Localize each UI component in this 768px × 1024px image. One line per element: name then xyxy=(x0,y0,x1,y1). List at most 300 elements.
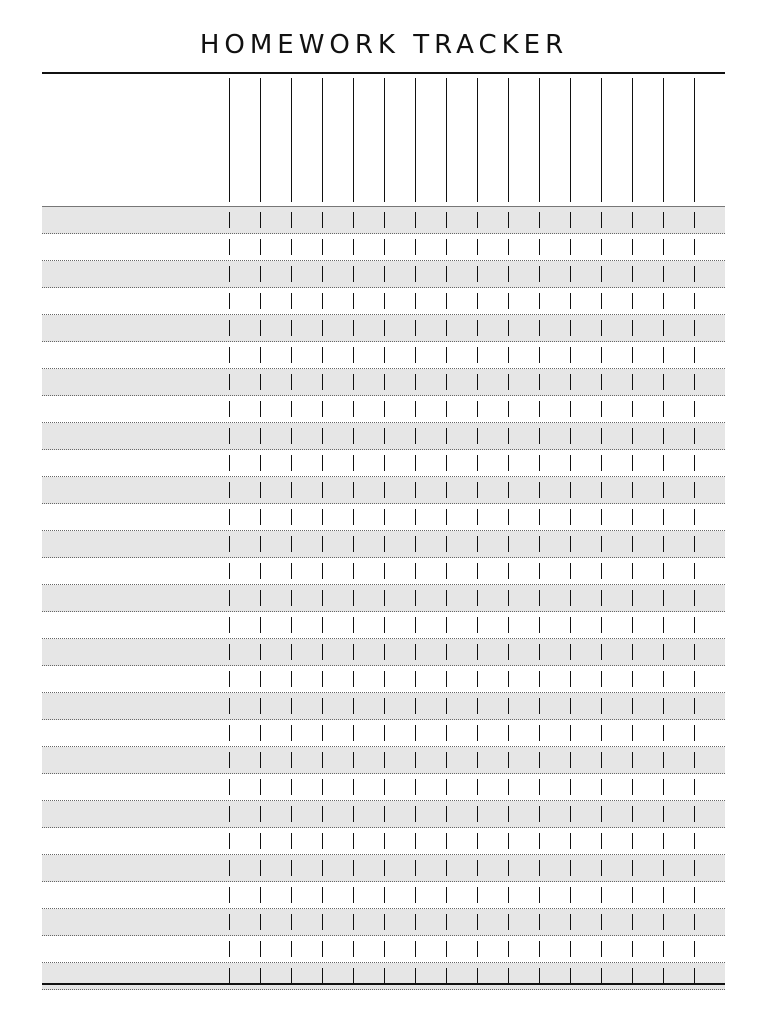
cell-divider xyxy=(570,374,571,390)
cell-divider xyxy=(415,509,416,525)
cell-divider xyxy=(570,536,571,552)
cell-divider xyxy=(694,482,695,498)
cell-divider xyxy=(601,725,602,741)
cell-divider xyxy=(508,860,509,876)
cell-divider xyxy=(539,293,540,309)
cell-divider xyxy=(508,455,509,471)
cell-divider xyxy=(539,617,540,633)
tracker-row[interactable] xyxy=(42,963,725,990)
tracker-row[interactable] xyxy=(42,639,725,666)
cell-divider xyxy=(601,428,602,444)
cell-divider xyxy=(415,617,416,633)
cell-divider xyxy=(663,617,664,633)
tracker-row[interactable] xyxy=(42,828,725,855)
cell-divider xyxy=(353,320,354,336)
cell-divider xyxy=(601,266,602,282)
tracker-row[interactable] xyxy=(42,234,725,261)
cell-divider xyxy=(632,617,633,633)
cell-divider xyxy=(477,644,478,660)
cell-divider xyxy=(260,482,261,498)
column-header-line xyxy=(477,78,478,202)
cell-divider xyxy=(322,887,323,903)
cell-divider xyxy=(694,860,695,876)
cell-divider xyxy=(601,509,602,525)
cell-divider xyxy=(663,779,664,795)
cell-divider xyxy=(415,374,416,390)
cell-divider xyxy=(663,752,664,768)
cell-divider xyxy=(229,374,230,390)
cell-divider xyxy=(477,401,478,417)
cell-divider xyxy=(539,482,540,498)
cell-divider xyxy=(570,860,571,876)
cell-divider xyxy=(508,482,509,498)
cell-divider xyxy=(477,779,478,795)
cell-divider xyxy=(229,320,230,336)
tracker-row[interactable] xyxy=(42,747,725,774)
cell-divider xyxy=(446,536,447,552)
cell-divider xyxy=(353,347,354,363)
cell-divider xyxy=(384,347,385,363)
tracker-row[interactable] xyxy=(42,531,725,558)
cell-divider xyxy=(663,941,664,957)
cell-divider xyxy=(663,374,664,390)
cell-divider xyxy=(694,806,695,822)
cell-divider xyxy=(415,671,416,687)
cell-divider xyxy=(570,617,571,633)
tracker-row[interactable] xyxy=(42,882,725,909)
cell-divider xyxy=(694,752,695,768)
cell-divider xyxy=(415,320,416,336)
cell-divider xyxy=(322,347,323,363)
column-header-line xyxy=(322,78,323,202)
cell-divider xyxy=(322,590,323,606)
cell-divider xyxy=(446,698,447,714)
cell-divider xyxy=(694,671,695,687)
tracker-row[interactable] xyxy=(42,396,725,423)
cell-divider xyxy=(415,293,416,309)
cell-divider xyxy=(632,779,633,795)
cell-divider xyxy=(353,455,354,471)
tracker-row[interactable] xyxy=(42,288,725,315)
cell-divider xyxy=(353,293,354,309)
cell-divider xyxy=(229,644,230,660)
cell-divider xyxy=(291,374,292,390)
cell-divider xyxy=(632,914,633,930)
cell-divider xyxy=(384,806,385,822)
cell-divider xyxy=(384,752,385,768)
cell-divider xyxy=(632,347,633,363)
cell-divider xyxy=(477,860,478,876)
cell-divider xyxy=(663,536,664,552)
cell-divider xyxy=(663,590,664,606)
cell-divider xyxy=(508,536,509,552)
cell-divider xyxy=(322,536,323,552)
tracker-row[interactable] xyxy=(42,855,725,882)
cell-divider xyxy=(477,428,478,444)
cell-divider xyxy=(229,293,230,309)
cell-divider xyxy=(446,401,447,417)
cell-divider xyxy=(415,212,416,228)
cell-divider xyxy=(694,293,695,309)
cell-divider xyxy=(477,212,478,228)
cell-divider xyxy=(322,212,323,228)
tracker-row[interactable] xyxy=(42,315,725,342)
cell-divider xyxy=(570,914,571,930)
cell-divider xyxy=(508,833,509,849)
cell-divider xyxy=(601,239,602,255)
cell-divider xyxy=(477,266,478,282)
cell-divider xyxy=(663,833,664,849)
cell-divider xyxy=(260,887,261,903)
cell-divider xyxy=(322,482,323,498)
cell-divider xyxy=(601,536,602,552)
cell-divider xyxy=(322,239,323,255)
cell-divider xyxy=(663,968,664,984)
cell-divider xyxy=(694,563,695,579)
cell-divider xyxy=(446,293,447,309)
cell-divider xyxy=(570,752,571,768)
cell-divider xyxy=(322,941,323,957)
cell-divider xyxy=(260,833,261,849)
cell-divider xyxy=(446,239,447,255)
cell-divider xyxy=(663,914,664,930)
cell-divider xyxy=(322,563,323,579)
cell-divider xyxy=(229,779,230,795)
cell-divider xyxy=(477,968,478,984)
cell-divider xyxy=(477,725,478,741)
cell-divider xyxy=(632,428,633,444)
cell-divider xyxy=(260,941,261,957)
cell-divider xyxy=(260,968,261,984)
cell-divider xyxy=(632,482,633,498)
cell-divider xyxy=(229,833,230,849)
cell-divider xyxy=(570,563,571,579)
cell-divider xyxy=(229,428,230,444)
cell-divider xyxy=(229,347,230,363)
cell-divider xyxy=(260,401,261,417)
column-header-line xyxy=(415,78,416,202)
cell-divider xyxy=(570,887,571,903)
cell-divider xyxy=(353,266,354,282)
cell-divider xyxy=(291,941,292,957)
cell-divider xyxy=(260,563,261,579)
cell-divider xyxy=(384,779,385,795)
cell-divider xyxy=(477,887,478,903)
cell-divider xyxy=(353,779,354,795)
cell-divider xyxy=(477,239,478,255)
cell-divider xyxy=(229,401,230,417)
page-title: HOMEWORK TRACKER xyxy=(199,30,569,60)
cell-divider xyxy=(601,671,602,687)
cell-divider xyxy=(229,455,230,471)
column-header-line xyxy=(384,78,385,202)
cell-divider xyxy=(260,860,261,876)
cell-divider xyxy=(229,806,230,822)
cell-divider xyxy=(229,266,230,282)
cell-divider xyxy=(229,941,230,957)
cell-divider xyxy=(663,455,664,471)
tracker-row[interactable] xyxy=(42,207,725,234)
column-header-line xyxy=(446,78,447,202)
cell-divider xyxy=(601,887,602,903)
cell-divider xyxy=(663,644,664,660)
cell-divider xyxy=(477,455,478,471)
cell-divider xyxy=(353,509,354,525)
cell-divider xyxy=(508,401,509,417)
cell-divider xyxy=(322,401,323,417)
cell-divider xyxy=(322,752,323,768)
cell-divider xyxy=(291,752,292,768)
cell-divider xyxy=(539,320,540,336)
cell-divider xyxy=(322,860,323,876)
cell-divider xyxy=(601,752,602,768)
cell-divider xyxy=(694,509,695,525)
tracker-row[interactable] xyxy=(42,342,725,369)
cell-divider xyxy=(570,644,571,660)
cell-divider xyxy=(508,293,509,309)
cell-divider xyxy=(694,266,695,282)
cell-divider xyxy=(446,347,447,363)
cell-divider xyxy=(446,428,447,444)
cell-divider xyxy=(291,536,292,552)
cell-divider xyxy=(446,482,447,498)
cell-divider xyxy=(322,833,323,849)
cell-divider xyxy=(601,320,602,336)
cell-divider xyxy=(384,617,385,633)
cell-divider xyxy=(260,779,261,795)
cell-divider xyxy=(415,806,416,822)
cell-divider xyxy=(477,752,478,768)
cell-divider xyxy=(384,266,385,282)
cell-divider xyxy=(446,752,447,768)
cell-divider xyxy=(229,968,230,984)
cell-divider xyxy=(415,536,416,552)
cell-divider xyxy=(570,941,571,957)
cell-divider xyxy=(291,779,292,795)
tracker-row[interactable] xyxy=(42,423,725,450)
cell-divider xyxy=(446,455,447,471)
cell-divider xyxy=(601,644,602,660)
cell-divider xyxy=(353,806,354,822)
cell-divider xyxy=(539,590,540,606)
cell-divider xyxy=(353,482,354,498)
cell-divider xyxy=(229,239,230,255)
cell-divider xyxy=(415,239,416,255)
cell-divider xyxy=(260,266,261,282)
cell-divider xyxy=(415,725,416,741)
cell-divider xyxy=(384,428,385,444)
cell-divider xyxy=(291,806,292,822)
cell-divider xyxy=(508,590,509,606)
cell-divider xyxy=(260,806,261,822)
cell-divider xyxy=(601,779,602,795)
cell-divider xyxy=(508,644,509,660)
cell-divider xyxy=(353,752,354,768)
cell-divider xyxy=(632,536,633,552)
cell-divider xyxy=(415,401,416,417)
bottom-rule xyxy=(42,983,725,985)
cell-divider xyxy=(632,644,633,660)
cell-divider xyxy=(229,860,230,876)
cell-divider xyxy=(663,212,664,228)
cell-divider xyxy=(539,698,540,714)
cell-divider xyxy=(601,455,602,471)
cell-divider xyxy=(632,806,633,822)
cell-divider xyxy=(632,293,633,309)
cell-divider xyxy=(446,212,447,228)
cell-divider xyxy=(291,293,292,309)
cell-divider xyxy=(694,725,695,741)
cell-divider xyxy=(415,887,416,903)
column-header-line xyxy=(694,78,695,202)
tracker-row[interactable] xyxy=(42,909,725,936)
cell-divider xyxy=(260,320,261,336)
cell-divider xyxy=(384,455,385,471)
cell-divider xyxy=(601,401,602,417)
tracker-row[interactable] xyxy=(42,720,725,747)
cell-divider xyxy=(570,266,571,282)
cell-divider xyxy=(322,320,323,336)
cell-divider xyxy=(694,212,695,228)
cell-divider xyxy=(539,455,540,471)
cell-divider xyxy=(570,347,571,363)
cell-divider xyxy=(415,833,416,849)
cell-divider xyxy=(601,941,602,957)
cell-divider xyxy=(632,563,633,579)
cell-divider xyxy=(601,617,602,633)
cell-divider xyxy=(539,725,540,741)
cell-divider xyxy=(353,563,354,579)
cell-divider xyxy=(477,941,478,957)
cell-divider xyxy=(539,374,540,390)
cell-divider xyxy=(446,833,447,849)
cell-divider xyxy=(570,671,571,687)
tracker-row[interactable] xyxy=(42,477,725,504)
cell-divider xyxy=(415,590,416,606)
cell-divider xyxy=(632,671,633,687)
cell-divider xyxy=(539,752,540,768)
cell-divider xyxy=(539,914,540,930)
cell-divider xyxy=(291,266,292,282)
cell-divider xyxy=(291,455,292,471)
cell-divider xyxy=(694,428,695,444)
cell-divider xyxy=(260,428,261,444)
cell-divider xyxy=(291,509,292,525)
tracker-row[interactable] xyxy=(42,261,725,288)
cell-divider xyxy=(570,509,571,525)
cell-divider xyxy=(446,779,447,795)
cell-divider xyxy=(539,779,540,795)
cell-divider xyxy=(322,266,323,282)
cell-divider xyxy=(570,428,571,444)
cell-divider xyxy=(570,806,571,822)
cell-divider xyxy=(663,698,664,714)
cell-divider xyxy=(508,698,509,714)
cell-divider xyxy=(663,860,664,876)
cell-divider xyxy=(508,347,509,363)
tracker-row[interactable] xyxy=(42,936,725,963)
cell-divider xyxy=(229,698,230,714)
cell-divider xyxy=(384,860,385,876)
cell-divider xyxy=(353,212,354,228)
tracker-row[interactable] xyxy=(42,450,725,477)
cell-divider xyxy=(508,428,509,444)
cell-divider xyxy=(291,428,292,444)
cell-divider xyxy=(229,887,230,903)
tracker-row[interactable] xyxy=(42,369,725,396)
cell-divider xyxy=(632,968,633,984)
cell-divider xyxy=(353,914,354,930)
cell-divider xyxy=(508,563,509,579)
cell-divider xyxy=(384,914,385,930)
cell-divider xyxy=(446,860,447,876)
cell-divider xyxy=(570,293,571,309)
cell-divider xyxy=(415,428,416,444)
cell-divider xyxy=(291,860,292,876)
cell-divider xyxy=(539,833,540,849)
cell-divider xyxy=(601,590,602,606)
tracker-row[interactable] xyxy=(42,585,725,612)
cell-divider xyxy=(477,806,478,822)
cell-divider xyxy=(322,644,323,660)
cell-divider xyxy=(477,914,478,930)
cell-divider xyxy=(415,941,416,957)
cell-divider xyxy=(694,590,695,606)
tracker-row[interactable] xyxy=(42,504,725,531)
cell-divider xyxy=(446,374,447,390)
cell-divider xyxy=(384,590,385,606)
cell-divider xyxy=(260,347,261,363)
cell-divider xyxy=(229,914,230,930)
cell-divider xyxy=(353,671,354,687)
cell-divider xyxy=(260,212,261,228)
cell-divider xyxy=(353,941,354,957)
cell-divider xyxy=(539,968,540,984)
cell-divider xyxy=(477,293,478,309)
tracker-row[interactable] xyxy=(42,612,725,639)
cell-divider xyxy=(291,698,292,714)
tracker-row[interactable] xyxy=(42,801,725,828)
cell-divider xyxy=(508,671,509,687)
tracker-row[interactable] xyxy=(42,774,725,801)
cell-divider xyxy=(446,968,447,984)
cell-divider xyxy=(477,536,478,552)
cell-divider xyxy=(291,212,292,228)
cell-divider xyxy=(508,806,509,822)
cell-divider xyxy=(694,401,695,417)
cell-divider xyxy=(291,320,292,336)
cell-divider xyxy=(446,320,447,336)
cell-divider xyxy=(632,941,633,957)
cell-divider xyxy=(508,779,509,795)
tracker-row[interactable] xyxy=(42,693,725,720)
cell-divider xyxy=(446,563,447,579)
cell-divider xyxy=(694,320,695,336)
cell-divider xyxy=(384,482,385,498)
cell-divider xyxy=(477,698,478,714)
cell-divider xyxy=(508,941,509,957)
cell-divider xyxy=(570,482,571,498)
cell-divider xyxy=(694,644,695,660)
cell-divider xyxy=(477,590,478,606)
cell-divider xyxy=(508,752,509,768)
tracker-row[interactable] xyxy=(42,666,725,693)
cell-divider xyxy=(415,968,416,984)
cell-divider xyxy=(415,860,416,876)
cell-divider xyxy=(539,644,540,660)
tracker-row[interactable] xyxy=(42,558,725,585)
cell-divider xyxy=(601,374,602,390)
